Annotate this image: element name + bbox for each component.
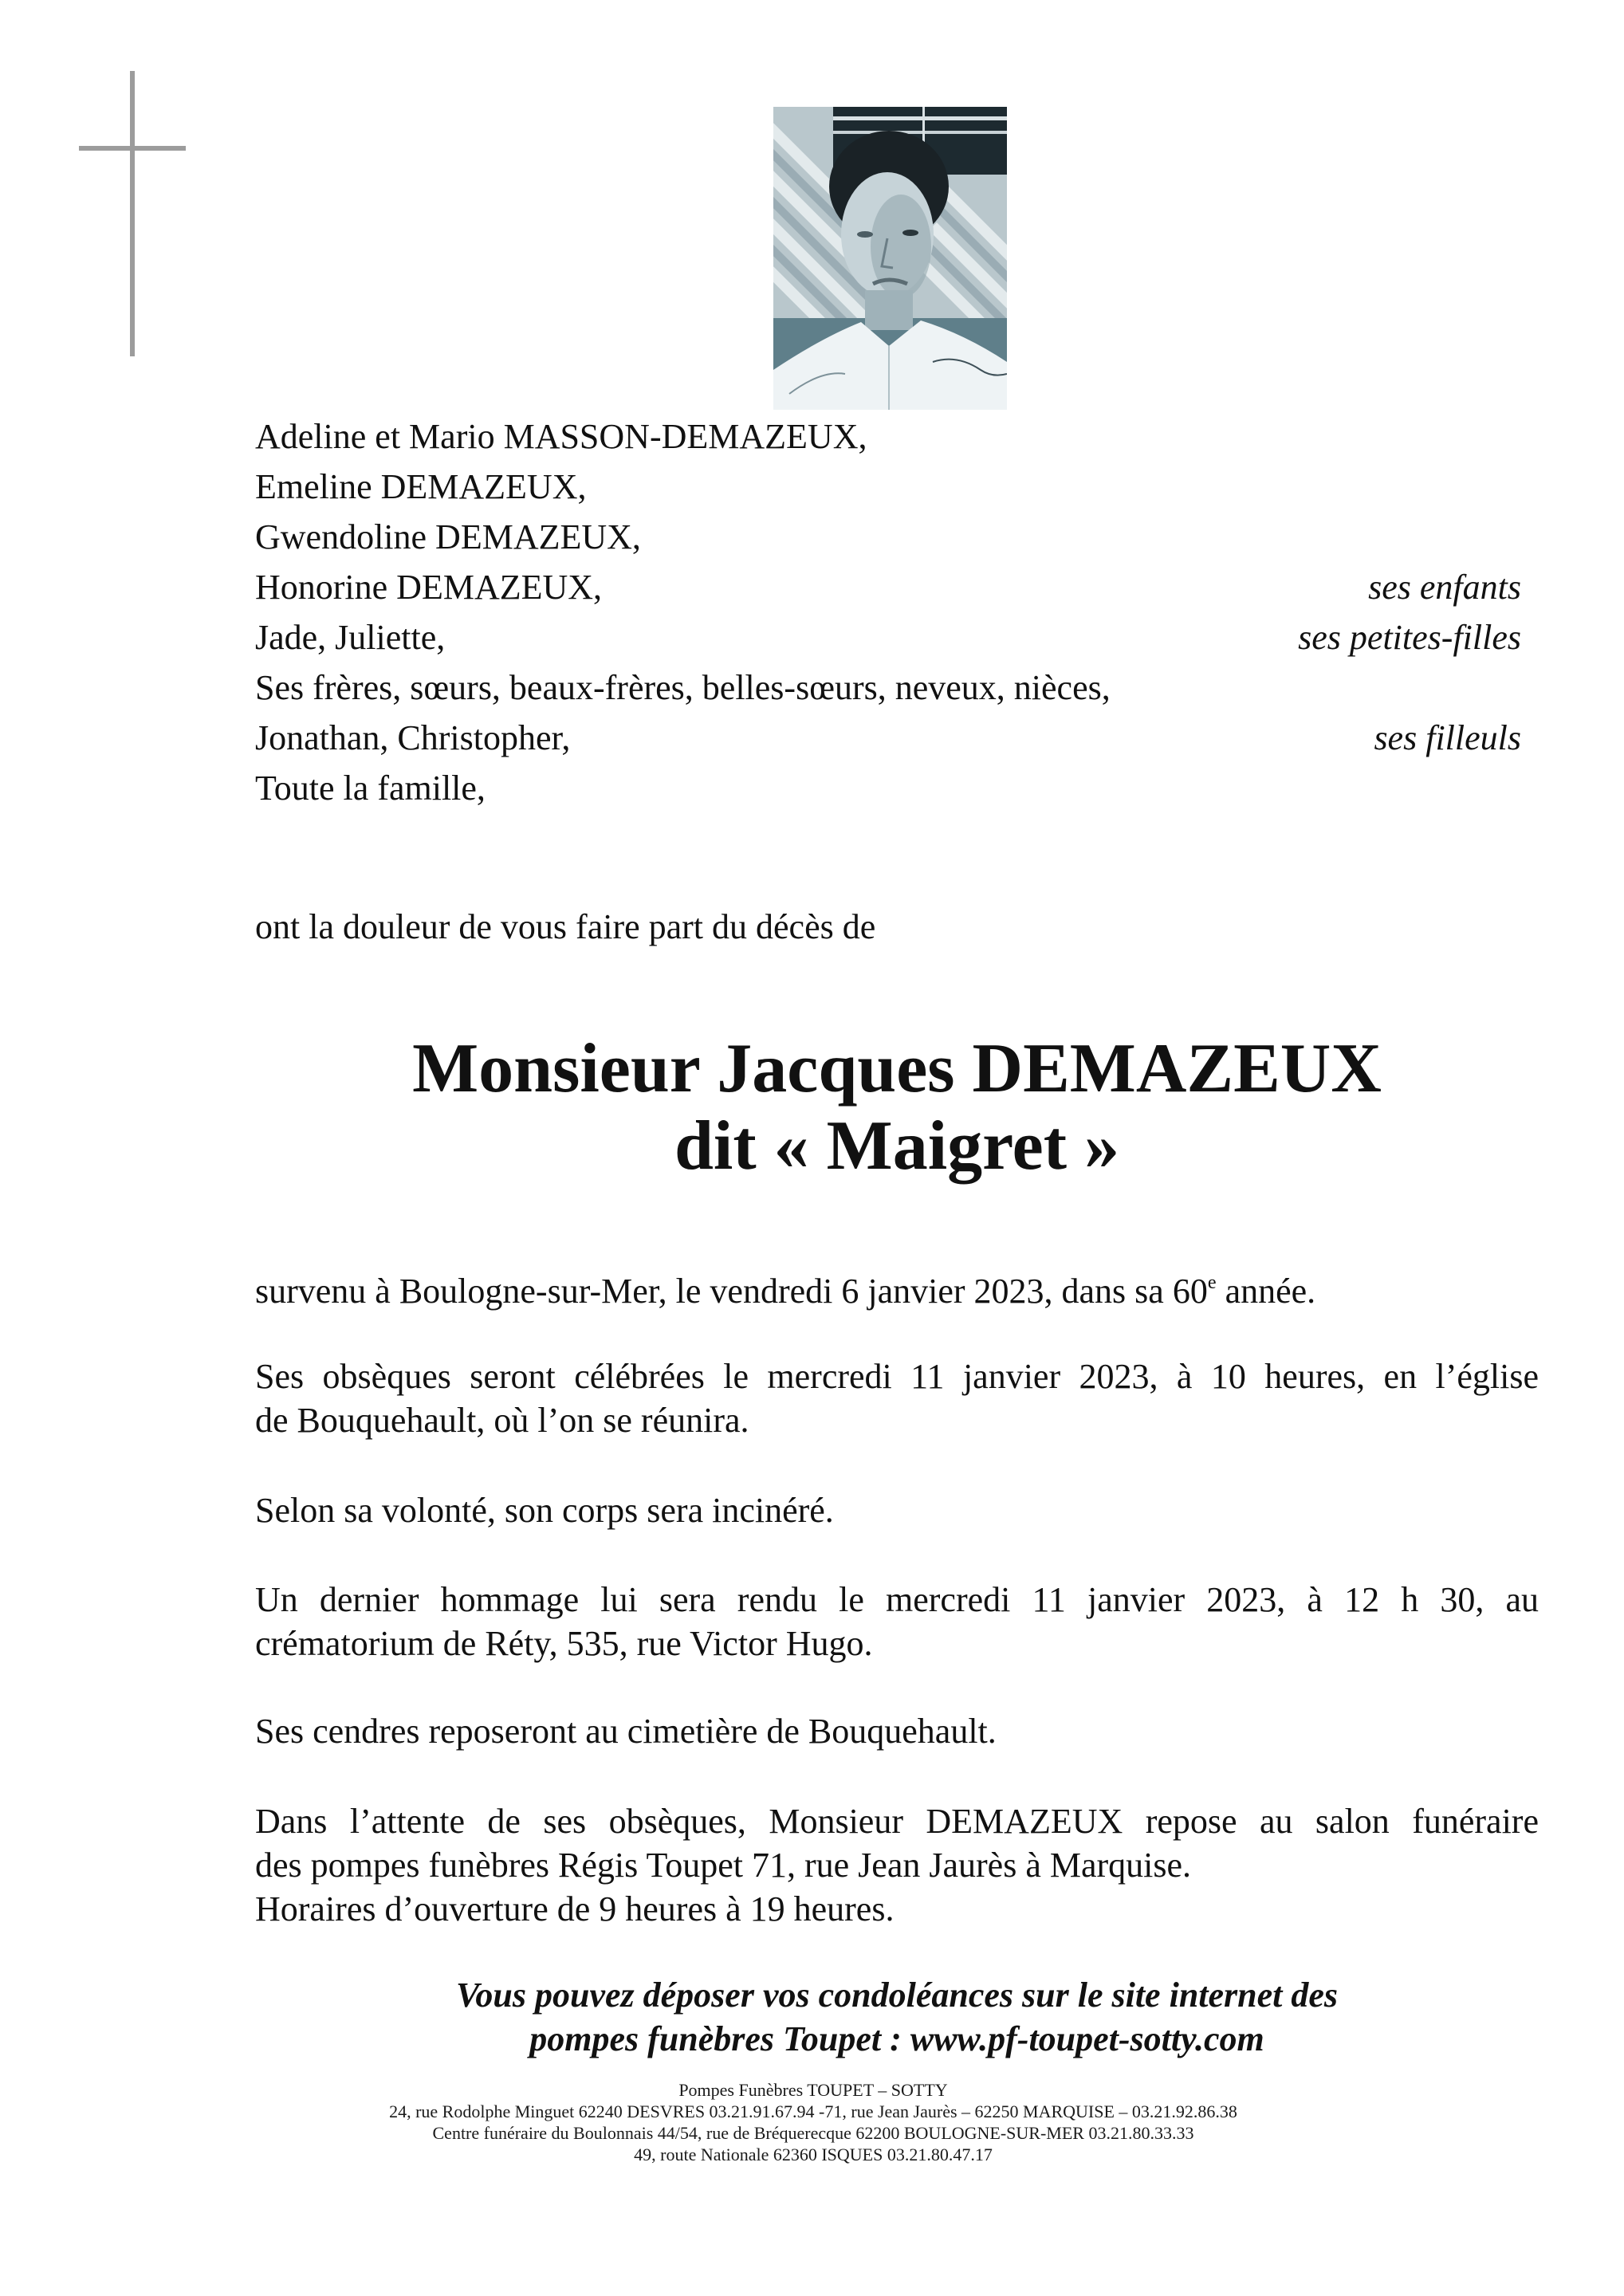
paragraph-line [255, 1269, 1539, 1313]
condolences-line: Vous pouvez déposer vos condoléances sur le site internet des [455, 1976, 1339, 2015]
announcement-intro: ont la douleur de vous faire part du décès de [255, 907, 876, 946]
paragraph-line: Un dernier hommage lui sera rendu le mercredi 11 janvier 2023, à 12 h 30, au [255, 1580, 1539, 1619]
paragraph-line: de Bouquehault, où l’on se réunira. [255, 1401, 749, 1440]
family-line: Honorine DEMAZEUX, [255, 568, 603, 607]
paragraph-death [255, 1269, 1539, 1313]
paragraph-line: Ses cendres reposeront au cimetière de Bouquehault. [255, 1712, 997, 1751]
paragraph-line: Dans l’attente de ses obsèques, Monsieur DEMAZEUX repose au salon funéraire [255, 1802, 1539, 1841]
paragraph-line: crématorium de Réty, 535, rue Victor Hugo. [255, 1624, 873, 1663]
paragraph-line: des pompes funèbres Régis Toupet 71, rue Jean Jaurès à Marquise. [255, 1846, 1192, 1885]
ordinal-suffix: e [1207, 1271, 1217, 1293]
cross-icon-horizontal [79, 146, 186, 151]
paragraph-tribute [255, 1578, 1539, 1665]
family-line: Adeline et Mario MASSON-DEMAZEUX, [255, 417, 867, 456]
paragraph-line: Horaires d’ouverture de 9 heures à 19 heures. [255, 1889, 895, 1928]
footer-address: 24, rue Rodolphe Minguet 62240 DESVRES 03.21.91.67.94 -71, rue Jean Jaurès – 62250 MARQUISE – 03.21.92.86.38 [389, 2101, 1237, 2121]
portrait-photo [773, 107, 1007, 410]
footer-address: Centre funéraire du Boulonnais 44/54, rue de Bréquerecque 62200 BOULOGNE-SUR-MER 03.21.80.33.33 [432, 2123, 1194, 2143]
paragraph-ashes [255, 1709, 1539, 1753]
family-line: Ses frères, sœurs, beaux-frères, belles-sœurs, neveux, nièces, [255, 668, 1111, 707]
relation-granddaughters: ses petites-filles [1298, 618, 1521, 657]
condolences-link[interactable]: pompes funèbres Toupet : www.pf-toupet-sotty.com [529, 2019, 1264, 2058]
family-line: Jade, Juliette, [255, 618, 446, 657]
funeral-home-footer [255, 2079, 1371, 2165]
condolences-notice [255, 1973, 1539, 2061]
paragraph-line: Ses obsèques seront célébrées le mercredi 11 janvier 2023, à 10 heures, en l’église [255, 1357, 1539, 1396]
family-line: Emeline DEMAZEUX, [255, 467, 587, 506]
paragraph-funeral [255, 1354, 1539, 1442]
footer-address: 49, route Nationale 62360 ISQUES 03.21.80.47.17 [634, 2145, 993, 2164]
deceased-nickname: dit « Maigret » [674, 1107, 1120, 1185]
family-list [255, 411, 1111, 813]
relation-godchildren: ses filleuls [1374, 718, 1521, 757]
deceased-heading [255, 1030, 1539, 1185]
cross-icon-vertical [130, 71, 135, 356]
paragraph-cremation [255, 1488, 1539, 1532]
footer-company: Pompes Funèbres TOUPET – SOTTY [678, 2080, 948, 2100]
family-line: Toute la famille, [255, 769, 486, 808]
paragraph-line: Selon sa volonté, son corps sera incinéré. [255, 1491, 834, 1530]
paragraph-rest [255, 1799, 1539, 1931]
deceased-name: Monsieur Jacques DEMAZEUX [412, 1030, 1382, 1107]
family-line: Jonathan, Christopher, [255, 718, 571, 757]
death-text-end: année. [1216, 1272, 1316, 1311]
relation-children: ses enfants [1368, 568, 1521, 607]
family-line: Gwendoline DEMAZEUX, [255, 517, 641, 556]
death-text: survenu à Boulogne-sur-Mer, le vendredi 6 janvier 2023, dans sa 60 [255, 1272, 1208, 1311]
portrait-image [773, 107, 1007, 410]
